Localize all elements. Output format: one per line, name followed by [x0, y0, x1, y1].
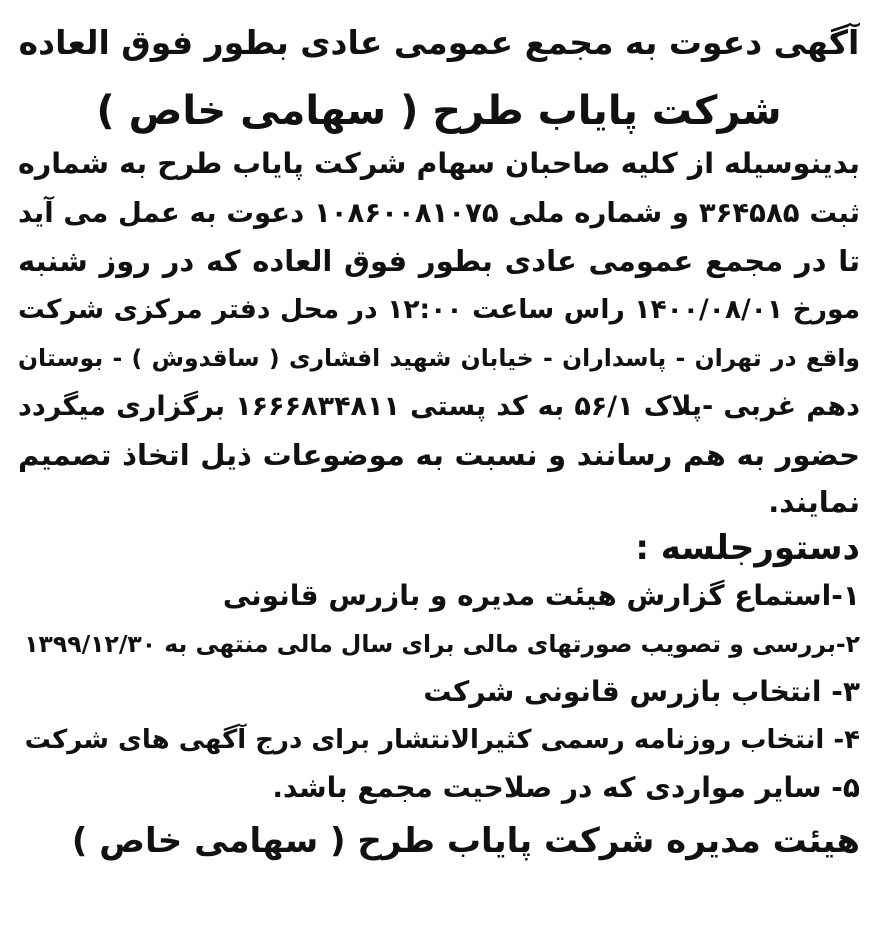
agenda-item: ۵- سایر مواردی که در صلاحیت مجمع باشد.	[272, 770, 860, 804]
body-line: دهم غربی -پلاک ۵۶/۱ به کد پستی ۱۶۶۶۸۳۴۸۱۱ برگزاری میگردد	[18, 390, 860, 422]
agenda-item: ۱-استماع گزارش هیئت مدیره و بازرس قانونی	[222, 578, 860, 612]
body-line: مورخ ۱۴۰۰/۰۸/۰۱ راس ساعت ۱۲:۰۰ در محل دفتر مرکزی شرکت	[18, 293, 860, 325]
body-line: واقع در تهران - پاسداران - خیابان شهید افشاری ( ساقدوش ) - بوستان	[18, 344, 860, 372]
company-name: شرکت پایاب طرح ( سهامی خاص )	[96, 88, 782, 134]
body-line: بدینوسیله از کلیه صاحبان سهام شرکت پایاب طرح به شماره	[18, 147, 860, 180]
agenda-item: ۳- انتخاب بازرس قانونی شرکت	[423, 674, 860, 708]
agenda-heading: دستورجلسه :	[635, 527, 860, 568]
body-line: حضور به هم رسانند و نسبت به موضوعات ذیل اتخاذ تصمیم	[18, 438, 860, 472]
body-line: تا در مجمع عمومی عادی بطور فوق العاده که در روز شنبه	[18, 244, 860, 278]
agenda-item: ۴- انتخاب روزنامه رسمی کثیرالانتشار برای درج آگهی های شرکت	[24, 724, 860, 755]
board-signature: هیئت مدیره شرکت پایاب طرح ( سهامی خاص )	[71, 820, 860, 861]
notice-title: آگهی دعوت به مجمع عمومی عادی بطور فوق العاده	[18, 23, 860, 62]
agenda-list	[18, 572, 860, 812]
body-line: ثبت ۳۶۴۵۸۵ و شماره ملی ۱۰۸۶۰۰۸۱۰۷۵ دعوت به عمل می آید	[18, 196, 860, 229]
agenda-item: ۲-بررسی و تصویب صورتهای مالی برای سال مالی منتهی به ۱۳۹۹/۱۲/۳۰	[24, 629, 860, 658]
body-line: نمایند.	[768, 484, 860, 519]
notice-body	[18, 140, 860, 524]
